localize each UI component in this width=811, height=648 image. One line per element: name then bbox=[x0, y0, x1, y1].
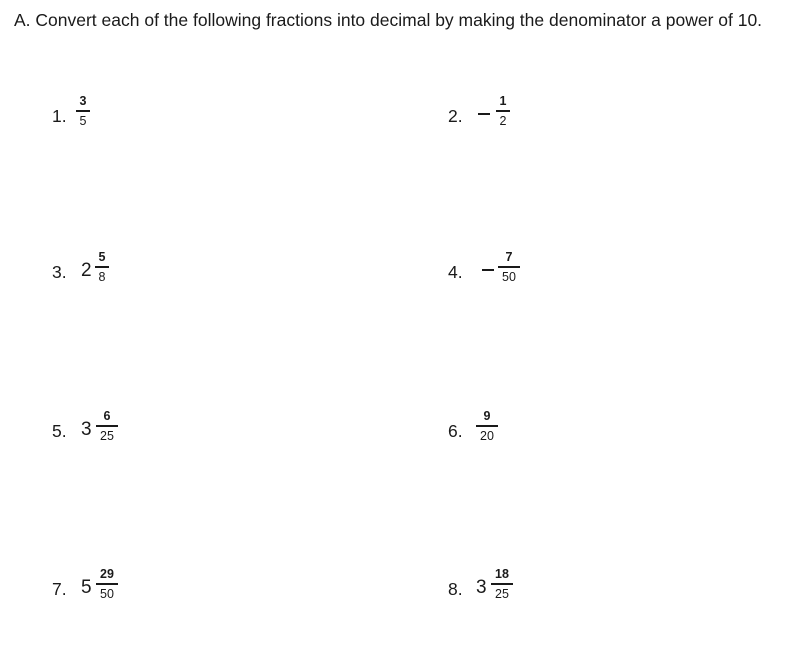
problem-number: 8. bbox=[448, 579, 463, 599]
denominator: 2 bbox=[499, 113, 507, 128]
numerator: 7 bbox=[505, 250, 513, 264]
numerator: 9 bbox=[483, 409, 491, 423]
problem-5 bbox=[52, 409, 132, 469]
problem-4 bbox=[448, 250, 538, 310]
fraction-bar bbox=[96, 425, 118, 427]
fraction bbox=[96, 409, 118, 443]
numerator: 18 bbox=[495, 567, 509, 581]
whole-number: 3 bbox=[81, 419, 92, 440]
problem-number: 6. bbox=[448, 421, 463, 441]
problem-1 bbox=[52, 94, 102, 154]
fraction bbox=[498, 250, 520, 284]
denominator: 50 bbox=[502, 269, 516, 284]
fraction-bar bbox=[96, 583, 118, 585]
fraction-bar bbox=[95, 266, 109, 268]
numerator: 29 bbox=[100, 567, 114, 581]
fraction bbox=[95, 250, 109, 284]
denominator: 25 bbox=[100, 428, 114, 443]
problem-number: 2. bbox=[448, 106, 463, 126]
problem-2 bbox=[448, 94, 528, 154]
numerator: 5 bbox=[98, 250, 106, 264]
problem-3 bbox=[52, 250, 132, 310]
problem-6 bbox=[448, 409, 518, 469]
fraction bbox=[76, 94, 90, 128]
problem-number: 1. bbox=[52, 106, 67, 126]
problem-7 bbox=[52, 567, 132, 627]
denominator: 5 bbox=[79, 113, 87, 128]
denominator: 50 bbox=[100, 586, 114, 601]
fraction-bar bbox=[498, 266, 520, 268]
problem-number: 4. bbox=[448, 262, 463, 282]
whole-number: 3 bbox=[476, 577, 487, 598]
fraction bbox=[96, 567, 118, 601]
negative-sign bbox=[478, 113, 490, 115]
fraction bbox=[496, 94, 510, 128]
denominator: 20 bbox=[480, 428, 494, 443]
numerator: 3 bbox=[79, 94, 87, 108]
fraction bbox=[491, 567, 513, 601]
whole-number: 2 bbox=[81, 260, 92, 281]
fraction-bar bbox=[476, 425, 498, 427]
problem-number: 7. bbox=[52, 579, 67, 599]
negative-sign bbox=[482, 269, 494, 271]
problem-number: 5. bbox=[52, 421, 67, 441]
denominator: 25 bbox=[495, 586, 509, 601]
denominator: 8 bbox=[98, 269, 106, 284]
whole-number: 5 bbox=[81, 577, 92, 598]
problem-8 bbox=[448, 567, 528, 627]
problem-number: 3. bbox=[52, 262, 67, 282]
numerator: 1 bbox=[499, 94, 507, 108]
instruction-text: A. Convert each of the following fractions into decimal by making the denominator a power of 10. bbox=[14, 10, 763, 30]
fraction-bar bbox=[496, 110, 510, 112]
numerator: 6 bbox=[103, 409, 111, 423]
fraction-bar bbox=[491, 583, 513, 585]
fraction bbox=[476, 409, 498, 443]
fraction-bar bbox=[76, 110, 90, 112]
